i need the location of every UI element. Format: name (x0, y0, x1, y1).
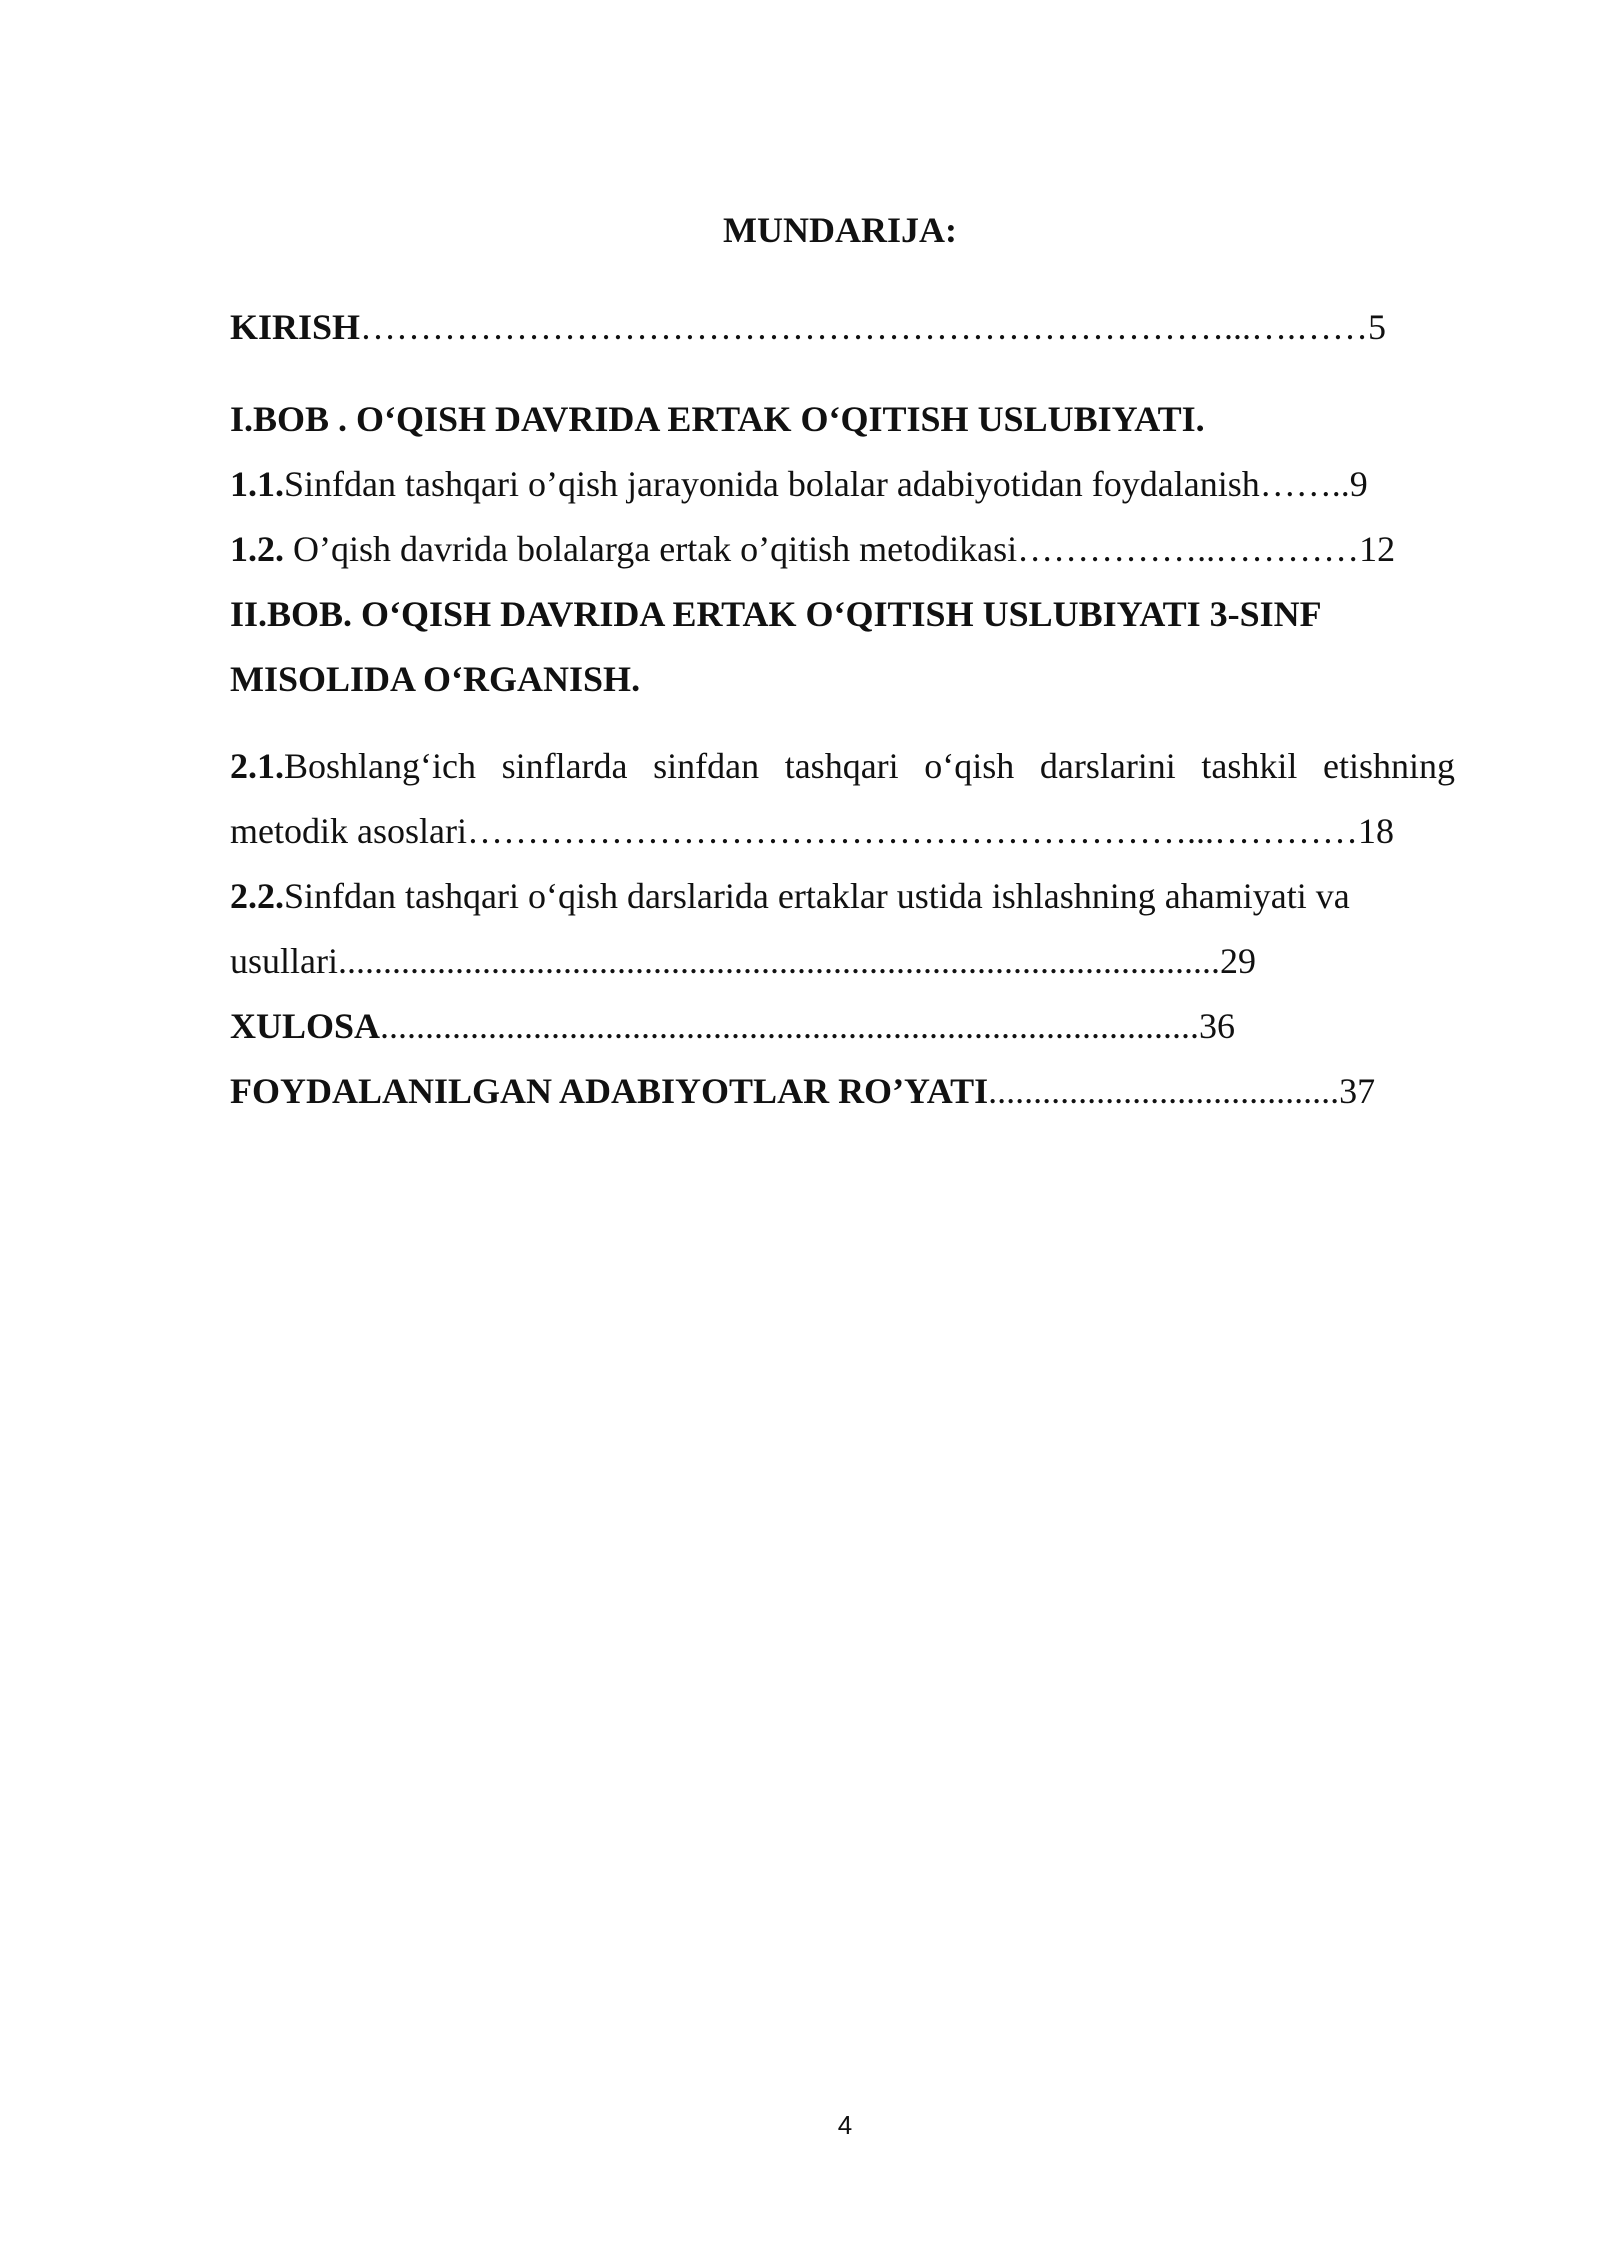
toc-entry-1-1 (230, 452, 1455, 517)
toc-entry-page: 12 (1359, 529, 1396, 569)
toc-entry-2-1-line1 (230, 734, 1455, 799)
page-title: MUNDARIJA: (723, 210, 957, 250)
toc-entry-text: Sinfdan tashqari o’qish jarayonida bolalar adabiyotidan foydalanish (284, 464, 1260, 504)
toc-entry-leader: ....................................... (988, 1071, 1340, 1111)
toc-entry-text: usullari (230, 941, 338, 981)
toc-entry-leader: ……………..………… (1017, 529, 1360, 569)
toc-entry-page: 37 (1339, 1071, 1376, 1111)
toc-entry-number: 1.1. (230, 464, 284, 504)
spacer (230, 712, 1455, 734)
spacer (230, 360, 1455, 387)
toc-entry-leader: .................................................................................................. (337, 941, 1220, 981)
toc-entry-kirish (230, 295, 1455, 360)
toc-entry-xulosa (230, 994, 1455, 1059)
toc-entry-number: 2.2. (230, 876, 284, 916)
toc-chapter-heading-2-line2: MISOLIDA O‘RGANISH. (230, 659, 641, 699)
toc-entry-2-1-line2 (230, 799, 1455, 864)
toc-entry-leader: ……………………………………………………...………… (466, 811, 1358, 851)
page-number: 4 (837, 2110, 853, 2140)
toc-entry-label: KIRISH (230, 307, 361, 347)
toc-entry-leader: ………………………………………………………………...….…… (360, 307, 1369, 347)
toc-entry-text: Sinfdan tashqari o‘qish darslarida ertaklar ustida ishlashning ahamiyati va (284, 876, 1350, 916)
toc-entry-number: 2.1. (230, 746, 284, 786)
table-of-contents (230, 295, 1455, 1124)
toc-entry-number: 1.2. (230, 529, 284, 569)
toc-entry-adabiyotlar (230, 1059, 1455, 1124)
toc-entry-page: 18 (1357, 811, 1394, 851)
toc-entry-page: 29 (1219, 941, 1256, 981)
toc-entry-page: 36 (1199, 1006, 1236, 1046)
toc-entry-text: metodik asoslari (230, 811, 467, 851)
toc-entry-label: XULOSA (230, 1006, 381, 1046)
toc-chapter-heading-1: I.BOB . O‘QISH DAVRIDA ERTAK O‘QITISH USLUBIYATI. (230, 399, 1205, 439)
toc-entry-leader: ........................................................................................... (380, 1006, 1200, 1046)
toc-entry-text: Boshlang‘ich sinflarda sinfdan tashqari o‘qish darslarini tashkil etishning (284, 746, 1455, 786)
toc-entry-2-2-line1 (230, 864, 1455, 929)
toc-entry-text: O’qish davrida bolalarga ertak o’qitish metodikasi (284, 529, 1018, 569)
toc-chapter-heading-2-line1: II.BOB. O‘QISH DAVRIDA ERTAK O‘QITISH USLUBIYATI 3-SINF (230, 594, 1322, 634)
toc-entry-2-2-line2 (230, 929, 1455, 994)
toc-entry-leader: …….. (1259, 464, 1350, 504)
toc-entry-page: 9 (1349, 464, 1368, 504)
toc-entry-page: 5 (1368, 307, 1387, 347)
toc-entry-label: FOYDALANILGAN ADABIYOTLAR RO’YATI (230, 1071, 989, 1111)
toc-entry-1-2 (230, 517, 1455, 582)
